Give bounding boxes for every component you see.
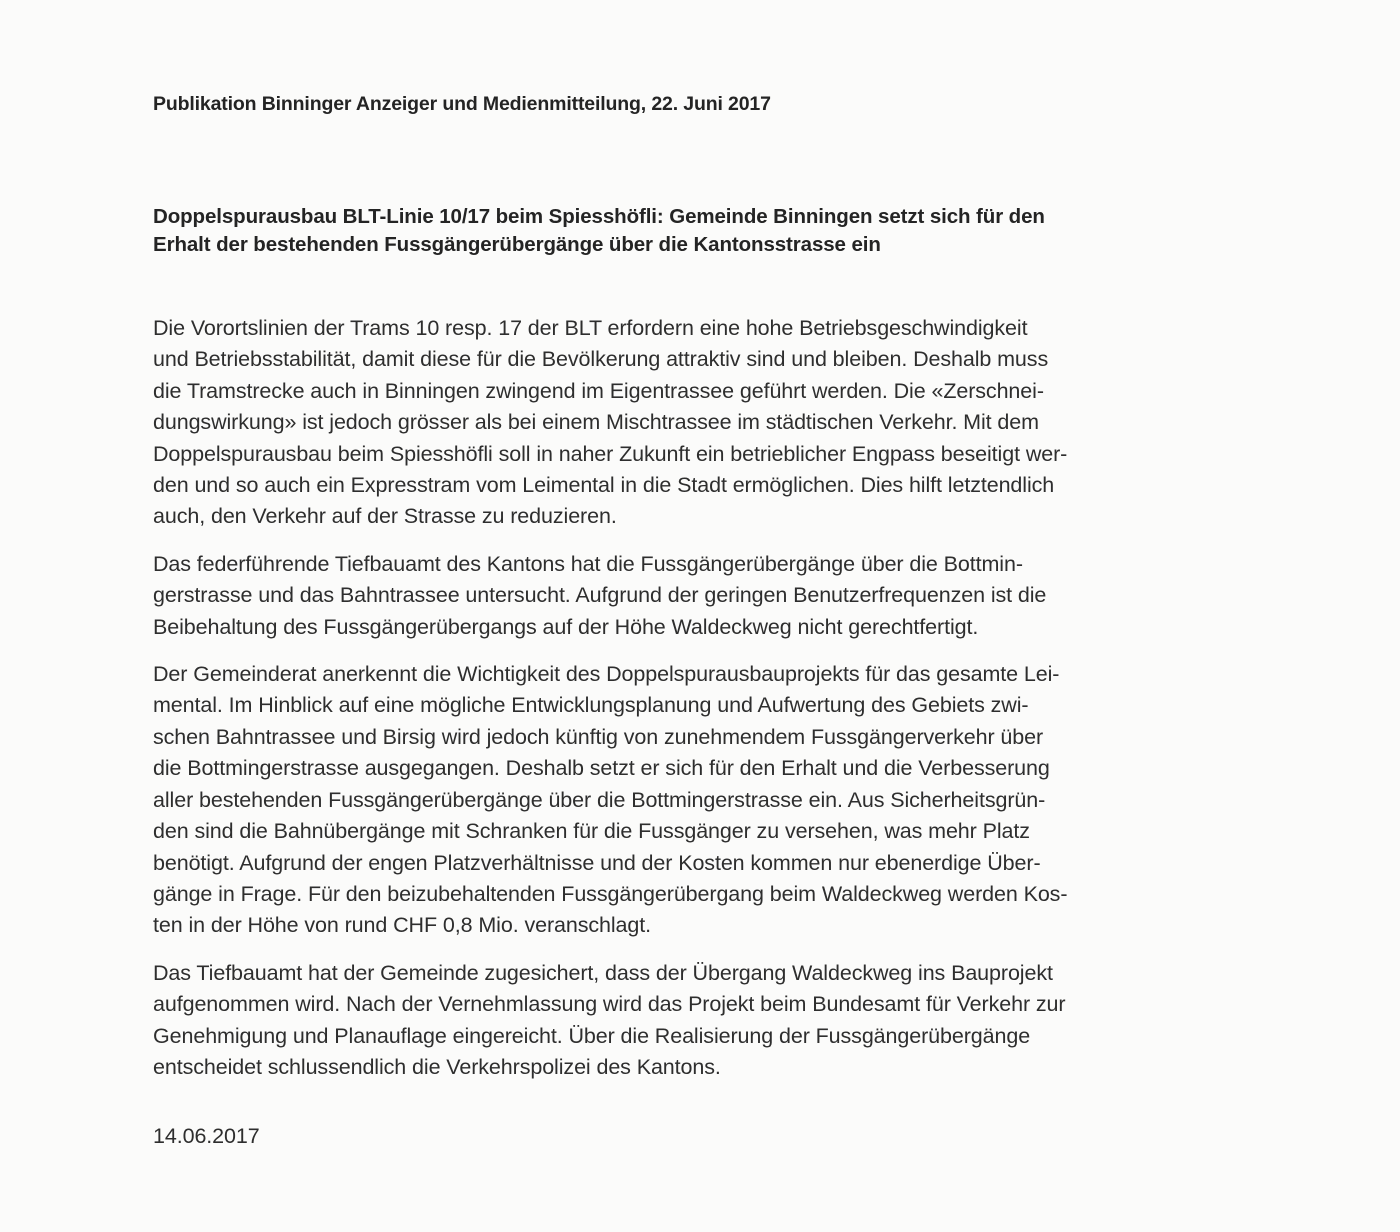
text-line: gerstrasse und das Bahntrassee untersucht. Aufgrund der geringen Benutzerfrequenzen ist die [153,583,1047,608]
text-line: mental. Im Hinblick auf eine mögliche Entwicklungsplanung und Aufwertung des Gebiets zwi- [153,693,1029,718]
text-line: Der Gemeinderat anerkennt die Wichtigkeit des Doppelspurausbauprojekts für das gesamte Lei- [153,662,1060,687]
text-line: den sind die Bahnübergänge mit Schranken für die Fussgänger zu versehen, was mehr Platz [153,819,1030,844]
text-line: benötigt. Aufgrund der engen Platzverhältnisse und der Kosten kommen nur ebenerdige Über- [153,850,1041,875]
text-line: Das Tiefbauamt hat der Gemeinde zugesichert, dass der Übergang Waldeckweg ins Bauprojekt [153,960,1053,985]
page-title-line-2: Erhalt der bestehenden Fussgängerübergänge über die Kantonsstrasse ein [153,232,881,256]
document-body [153,313,1253,1083]
page-title-line-1: Doppelspurausbau BLT-Linie 10/17 beim Spiesshöfli: Gemeinde Binningen setzt sich für den [153,205,1045,228]
text-line: die Tramstrecke auch in Binningen zwingend im Eigentrassee geführt werden. Die «Zerschnei- [153,378,1044,403]
text-line: Die Vorortslinien der Trams 10 resp. 17 der BLT erfordern eine hohe Betriebsgeschwindigkeit [153,316,1028,340]
text-line: Das federführende Tiefbauamt des Kantons hat die Fussgängerübergänge über die Bottmin- [153,551,1023,576]
text-line: die Bottmingerstrasse ausgegangen. Deshalb setzt er sich für den Erhalt und die Verbesserung [153,756,1050,781]
text-line: schen Bahntrassee und Birsig wird jedoch künftig von zunehmendem Fussgängerverkehr über [153,724,1044,749]
page-title [153,203,1248,258]
text-line: und Betriebsstabilität, damit diese für die Bevölkerung attraktiv sind und bleiben. Deshalb muss [153,347,1049,372]
body-paragraph-4 [153,958,1253,1084]
text-line: entscheidet schlussendlich die Verkehrspolizei des Kantons. [153,1054,721,1079]
text-line: Genehmigung und Planauflage eingereicht. Über die Realisierung der Fussgängerübergänge [153,1023,1031,1048]
text-line: aufgenommen wird. Nach der Vernehmlassung wird das Projekt beim Bundesamt für Verkehr zur [153,992,1066,1017]
document-date: 14.06.2017 [153,1124,260,1148]
body-paragraph-3 [153,659,1253,942]
text-line: aller bestehenden Fussgängerübergänge über die Bottmingerstrasse ein. Aus Sicherheitsgrün- [153,787,1046,812]
text-line: gänge in Frage. Für den beizubehaltenden Fussgängerübergang beim Waldeckweg werden Kos- [153,881,1068,906]
text-line: Beibehaltung des Fussgängerübergangs auf der Höhe Waldeckweg nicht gerechtfertigt. [153,614,979,639]
publication-header: Publikation Binninger Anzeiger und Medienmitteilung, 22. Juni 2017 [153,93,771,115]
text-line: auch, den Verkehr auf der Strasse zu reduzieren. [153,504,617,529]
text-line: dungswirkung» ist jedoch grösser als bei einem Mischtrassee im städtischen Verkehr. Mit dem [153,410,1039,435]
body-paragraph-2 [153,549,1253,643]
text-line: Doppelspurausbau beim Spiesshöfli soll in naher Zukunft ein betrieblicher Engpass beseitigt wer- [153,441,1068,466]
text-line: ten in der Höhe von rund CHF 0,8 Mio. veranschlagt. [153,913,652,938]
text-line: den und so auch ein Expresstram vom Leimental in die Stadt ermöglichen. Dies hilft letztendlich [153,473,1055,498]
body-paragraph-1 [153,313,1253,533]
